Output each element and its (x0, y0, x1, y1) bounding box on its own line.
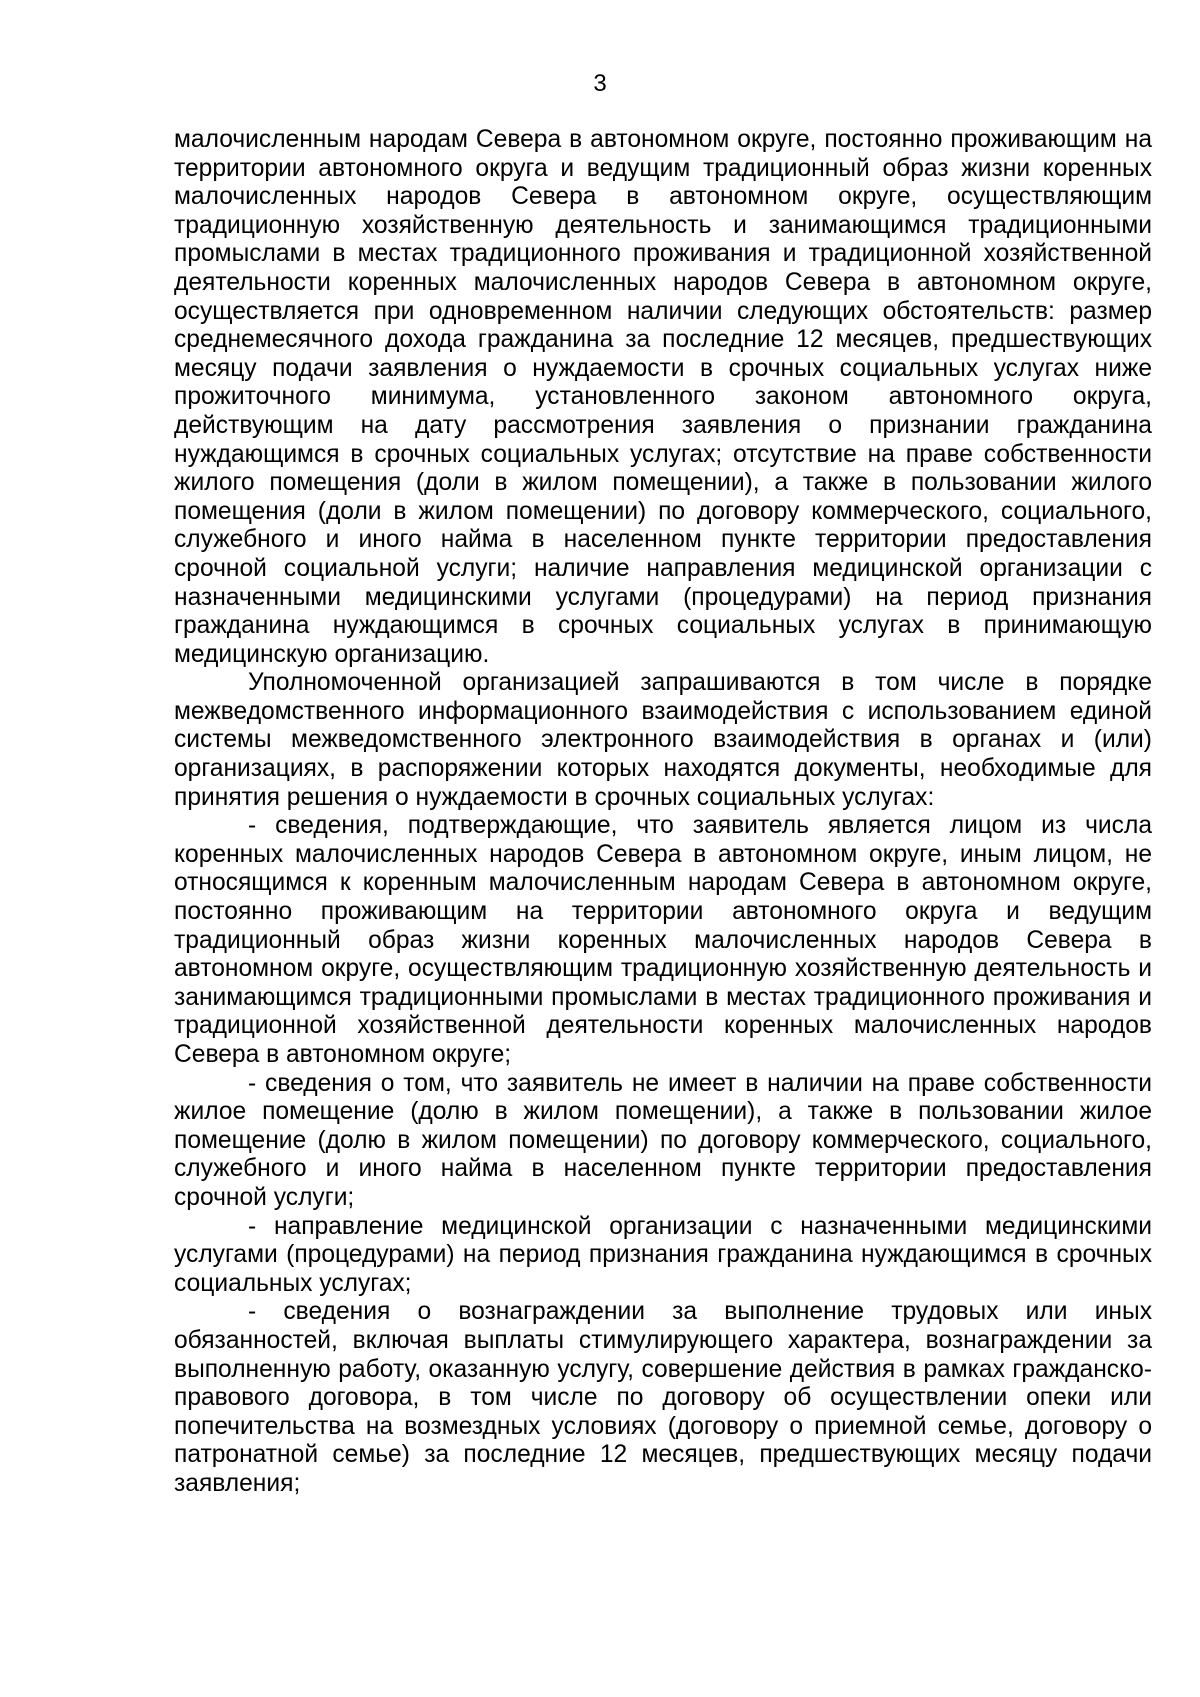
list-item-income-info: - сведения о вознаграждении за выполнение трудовых или иных обязанностей, включая выплаты стимулирующего характера, вознаграждении за выполненную работу, оказанную услугу, совершение действия в рамках гражданско-правового договора, в том числе по договору об осуществлении опеки или попечительства на возмездных условиях (договору о приемной семье, договору о патронатной семье) за последние 12 месяцев, предшествующих месяцу подачи заявления; (174, 1298, 1152, 1497)
paragraph-continuation: малочисленным народам Севера в автономном округе, постоянно проживающим на территории автономного округа и ведущим традиционный образ жизни коренных малочисленных народов Севера в автономном округе, осуществляющим традиционную хозяйственную деятельность и занимающимся традиционными промыслами в местах традиционного проживания и традиционной хозяйственной деятельности коренных малочисленных народов Севера в автономном округе, осуществляется при одновременном наличии следующих обстоятельств: размер среднемесячного дохода гражданина за последние 12 месяцев, предшествующих месяцу подачи заявления о нуждаемости в срочных социальных услугах ниже прожиточного минимума, установленного законом автономного округа, действующим на дату рассмотрения заявления о признании гражданина нуждающимся в срочных социальных услугах; отсутствие на праве собственности жилого помещения (доли в жилом помещении), а также в пользовании жилого помещения (доли в жилом помещении) по договору коммерческого, социального, служебного и иного найма в населенном пункте территории предоставления срочной социальной услуги; наличие направления медицинской организации с назначенными медицинскими услугами (процедурами) на период признания гражданина нуждающимся в срочных социальных услугах в принимающую медицинскую организацию. (174, 126, 1152, 668)
document-body (174, 126, 1152, 1499)
list-item-housing-info: - сведения о том, что заявитель не имеет в наличии на праве собственности жилое помещение (долю в жилом помещении), а также в пользовании жилое помещение (долю в жилом помещении) по договору коммерческого, социального, служебного и иного найма в населенном пункте территории предоставления срочной услуги; (174, 1069, 1152, 1211)
list-item-indigenous-status: - сведения, подтверждающие, что заявитель является лицом из числа коренных малочисленных народов Севера в автономном округе, иным лицом, не относящимся к коренным малочисленным народам Севера в автономном округе, постоянно проживающим на территории автономного округа и ведущим традиционный образ жизни коренных малочисленных народов Севера в автономном округе, осуществляющим традиционную хозяйственную деятельность и занимающимся традиционными промыслами в местах традиционного проживания и традиционной хозяйственной деятельности коренных малочисленных народов Севера в автономном округе; (174, 812, 1152, 1068)
paragraph-requested-documents: Уполномоченной организацией запрашиваются в том числе в порядке межведомственного информационного взаимодействия с использованием единой системы межведомственного электронного взаимодействия в органах и (или) организациях, в распоряжении которых находятся документы, необходимые для принятия решения о нуждаемости в срочных социальных услугах: (174, 669, 1152, 811)
page-number: 3 (593, 70, 607, 97)
list-item-medical-referral: - направление медицинской организации с назначенными медицинскими услугами (процедурами) на период признания гражданина нуждающимся в срочных социальных услугах; (174, 1212, 1152, 1297)
